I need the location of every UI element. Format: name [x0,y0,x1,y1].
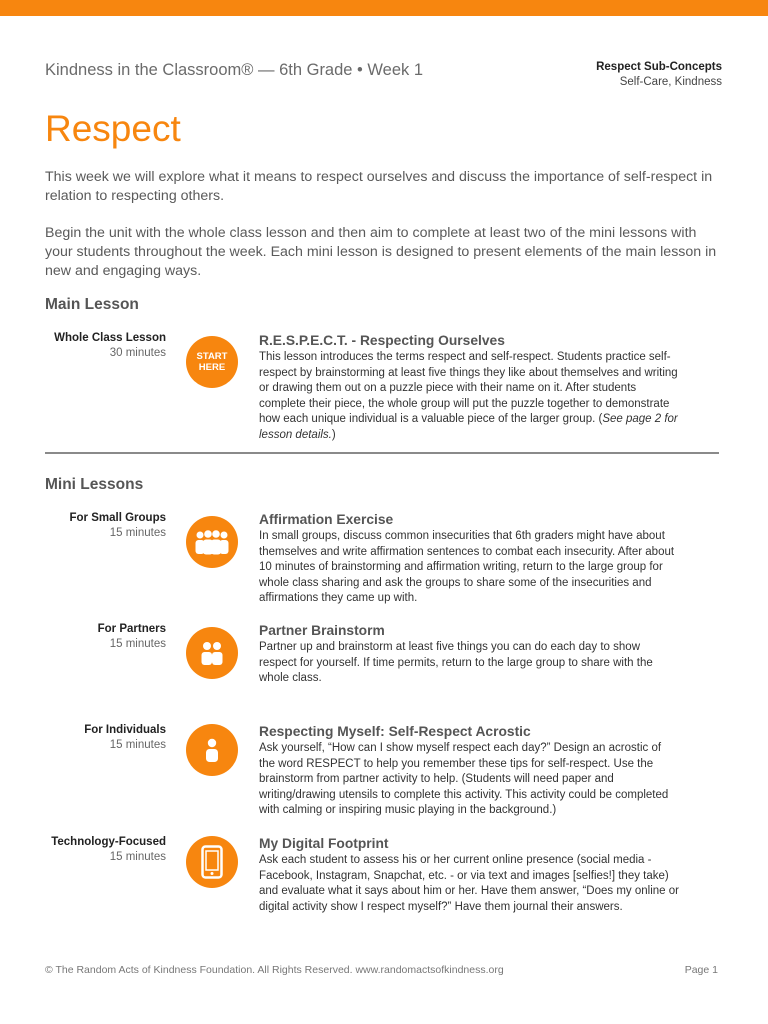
badge-line-1: START [196,351,228,362]
lesson-format: For Partners [97,623,166,635]
partners-icon [186,627,238,679]
lesson-format: For Small Groups [69,512,166,524]
lesson-body: Ask each student to assess his or her current online presence (social media - Facebook, Instagram, Snapchat, etc. - or via text and images [selfies!] they take) and evaluate what it says about him or her. Have them answer, “Does my online or digital activity show I respect myself?” Have them journal their answers. [259,854,679,913]
subconcepts-box [596,61,722,88]
lesson-format: Whole Class Lesson [54,332,166,344]
intro-paragraph-1: This week we will explore what it means to respect ourselves and discuss the importance of self-respect in relation to respecting others. [45,169,713,204]
lesson-body: In small groups, discuss common insecurities that 6th graders might have about themselves and write affirmation sentences to combat each insecurity. After about 10 minutes of brainstorming and affirmation writing, return to the large group for whole class sharing and ask the groups to share some of the insecurities and affirmations they came up with. [259,530,675,605]
lesson-title: My Digital Footprint [259,836,389,851]
start-here-badge [186,336,238,388]
lesson-format: Technology-Focused [51,836,166,848]
lesson-body: This lesson introduces the terms respect and self-respect. Students practice self-respect by brainstorming at least five things they like about themselves and writing or drawing them out on a puzzle piece with their name on it. After students complete their piece, the whole group will put the puzzle together to demonstrate how each unique individual is a valuable piece of the larger group. (See page 2 for lesson details.) [259,351,678,441]
lesson-duration: 15 minutes [109,527,166,539]
lesson-ref: See page 2 for lesson details. [259,413,678,441]
group-icon [186,516,238,568]
person-icon [186,724,238,776]
page-number: Page 1 [684,964,718,976]
lesson-title: Affirmation Exercise [259,512,394,527]
footer-copyright: © The Random Acts of Kindness Foundation. All Rights Reserved. www.randomactsofkindness.org [45,964,504,976]
mini-lesson-label [6,623,166,650]
lesson-duration: 15 minutes [109,739,166,751]
mini-lesson [259,836,679,915]
mini-lesson-label [6,724,166,751]
section-divider [45,452,719,454]
top-accent-bar [0,0,768,16]
intro-paragraph-2: Begin the unit with the whole class lesson and then aim to complete at least two of the mini lessons with your students throughout the week. Each mini lesson is designed to present elements of the main lesson in new and engaging ways. [45,225,717,279]
lesson-duration: 30 minutes [109,347,166,359]
subconcepts-title: Respect Sub-Concepts [596,61,722,73]
page-title: Respect [45,108,181,149]
lesson-title: R.E.S.P.E.C.T. - Respecting Ourselves [259,333,505,348]
mini-lesson [259,623,679,687]
lesson-title: Partner Brainstorm [259,623,385,638]
course-header: Kindness in the Classroom® — 6th Grade • Week 1 [45,61,424,79]
lesson-format: For Individuals [84,724,166,736]
lesson-body: Ask yourself, “How can I show myself respect each day?” Design an acrostic of the word RESPECT to help you remember these tips for self-respect. Use the brainstorm from partner activity to help. (Students will need paper and writing/drawing utensils to complete this activity. This activity could be completed with calming or inspiring music playing in the background.) [259,742,669,817]
mini-lesson-label [6,836,166,863]
main-lesson-label [6,332,166,359]
subconcepts-list: Self-Care, Kindness [619,76,722,88]
mini-lesson [259,724,679,819]
lesson-title: Respecting Myself: Self-Respect Acrostic [259,724,531,739]
main-lesson [259,333,679,444]
main-lesson-heading: Main Lesson [45,296,139,313]
mini-lessons-heading: Mini Lessons [45,476,144,493]
mini-lesson-label [6,512,166,539]
lesson-duration: 15 minutes [109,638,166,650]
phone-icon [186,836,238,888]
lesson-duration: 15 minutes [109,851,166,863]
badge-line-2: HERE [198,362,226,373]
mini-lesson [259,512,679,607]
lesson-body: Partner up and brainstorm at least five things you can do each day to show respect for yourself. If time permits, return to the large group to share with the whole class. [259,641,653,685]
